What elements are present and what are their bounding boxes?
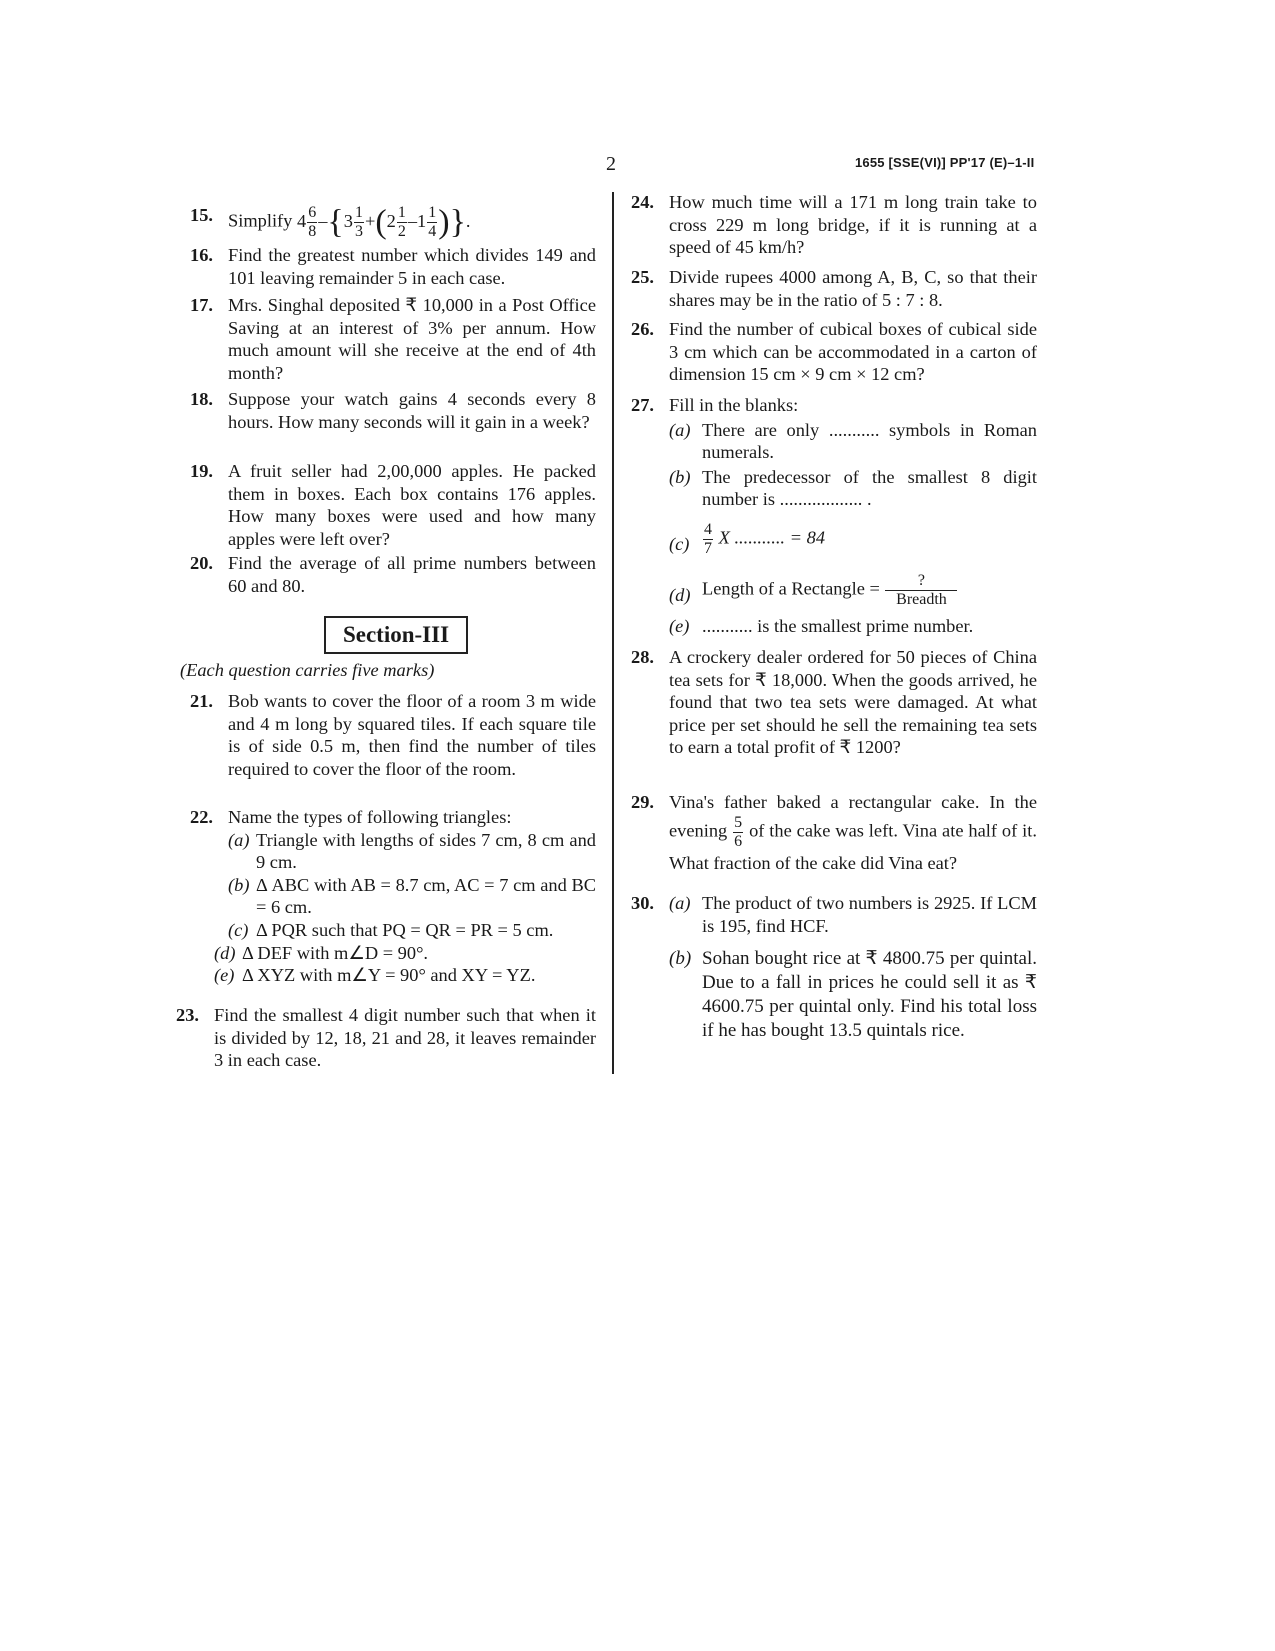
option-label: (b): [669, 948, 692, 970]
blank-c: (c) $\frac{4}{7}$ X ........... = 84: [669, 520, 826, 557]
question-number: 30.: [631, 893, 654, 913]
question-26: [631, 318, 1037, 386]
question-text: Find the greatest number which divides 149 and 101 leaving remainder 5 in each case.: [228, 245, 596, 288]
question-number: 23.: [176, 1005, 199, 1025]
option-e: [214, 964, 596, 987]
blank-b: [669, 466, 1037, 511]
question-number: 25.: [631, 267, 654, 287]
question-number: 19.: [190, 461, 213, 481]
option-label: (b): [228, 874, 250, 895]
option-label: (e): [669, 615, 690, 636]
question-text: Find the number of cubical boxes of cubical side 3 cm which can be accommodated in a carton of dimension 15 cm × 9 cm × 12 cm?: [669, 319, 1037, 385]
question-number: 21.: [190, 691, 213, 711]
question-16: [190, 244, 596, 289]
paper-code: 1655 [SSE(VI)] PP'17 (E)–1-II: [855, 155, 1035, 170]
question-number: 27.: [631, 395, 654, 415]
question-text: Simplify: [228, 210, 293, 231]
question-number: 18.: [190, 389, 213, 409]
question-number: 29.: [631, 792, 654, 812]
question-24: [631, 191, 1037, 259]
question-text: How much time will a 171 m long train take to cross 229 m long bridge, if it is running at a speed of 45 km/h?: [669, 192, 1037, 258]
option-text: Triangle with lengths of sides 7 cm, 8 cm and 9 cm.: [256, 829, 596, 873]
question-text: Find the average of all prime numbers between 60 and 80.: [228, 553, 596, 596]
question-number: 20.: [190, 553, 213, 573]
question-17: [190, 294, 596, 384]
question-text: Suppose your watch gains 4 seconds every 8 hours. How many seconds will it gain in a week?: [228, 389, 596, 432]
page-number: 2: [606, 153, 616, 175]
option-text: Δ DEF with m∠D = 90°.: [242, 942, 429, 963]
option-d: [214, 942, 596, 965]
question-21: [190, 690, 596, 780]
part-b: [669, 947, 1037, 1043]
blank-d: [669, 572, 1037, 609]
question-28: [631, 646, 1037, 759]
question-text: Name the types of following triangles:: [228, 807, 512, 827]
section-note: (Each question carries five marks): [180, 660, 435, 680]
question-25: [631, 266, 1037, 311]
option-label: (a): [669, 419, 691, 440]
option-label: (d): [669, 584, 691, 605]
fraction-numerator: ?: [885, 572, 957, 591]
question-number: 15.: [190, 205, 213, 225]
question-number: 24.: [631, 192, 654, 212]
question-18: [190, 388, 596, 433]
question-22: [190, 806, 596, 987]
option-a: [228, 829, 596, 874]
option-text: Length of a Rectangle =: [702, 578, 880, 599]
question-number: 28.: [631, 647, 654, 667]
blank-a: [669, 419, 1037, 464]
option-label: (d): [214, 942, 236, 963]
part-a: [669, 892, 1037, 937]
question-text: Divide rupees 4000 among A, B, C, so that their shares may be in the ratio of 5 : 7 : 8.: [669, 267, 1037, 310]
option-label: (c): [669, 533, 690, 554]
question-text: Vina's father baked a rectangular cake. In the evening: [669, 792, 1037, 841]
option-text: Δ PQR such that PQ = QR = PR = 5 cm.: [256, 919, 554, 940]
question-19: [190, 460, 596, 550]
column-divider: [612, 192, 614, 1074]
question-number: 22.: [190, 807, 213, 827]
question-text: A crockery dealer ordered for 50 pieces of China tea sets for ₹ 18,000. When the goods arrived, he found that two tea sets were damaged. At what price per set should he sell the remaining tea sets to earn a total profit of ₹ 1200?: [669, 647, 1037, 758]
question-29: 29. Vina's father baked a rectangular cake. In the evening $\frac{5}{6}$ of the cake was left. Vina ate half of it. What fraction of the cake did Vina eat?: [631, 792, 1037, 873]
option-label: (c): [228, 919, 249, 940]
option-text: Δ ABC with AB = 8.7 cm, AC = 7 cm and BC = 6 cm.: [256, 874, 596, 918]
option-text: Sohan bought rice at ₹ 4800.75 per quintal. Due to a fall in prices he could sell it as ₹ 4600.75 per quintal only. Find his total loss if he has bought 13.5 quintals rice.: [702, 948, 1037, 1042]
option-label: (a): [228, 829, 250, 850]
option-text: The predecessor of the smallest 8 digit number is .................. .: [702, 466, 1037, 510]
question-text: Fill in the blanks:: [669, 395, 799, 415]
question-27: [631, 394, 1037, 638]
question-15: [190, 203, 608, 241]
option-c: [228, 919, 596, 942]
question-23: [176, 1004, 596, 1072]
option-b: [228, 874, 596, 919]
question-20: [190, 552, 596, 597]
section-title: Section-III: [324, 616, 468, 654]
option-label: (a): [669, 893, 691, 913]
option-label: (b): [669, 466, 691, 487]
question-text: A fruit seller had 2,00,000 apples. He packed them in boxes. Each box contains 176 apples. How many boxes were used and how many apples were left over?: [228, 461, 596, 549]
question-text: of the cake was left. Vina ate half of it. What fraction of the cake did Vina eat?: [669, 820, 1037, 873]
question-30: [631, 892, 1037, 1043]
question-text: Mrs. Singhal deposited ₹ 10,000 in a Post Office Saving at an interest of 3% per annum. How much amount will she receive at the end of 4th month?: [228, 295, 596, 383]
fraction-denominator: Breadth: [896, 590, 947, 608]
question-text: Bob wants to cover the floor of a room 3 m wide and 4 m long by squared tiles. If each square tile is of side 0.5 m, then find the number of tiles required to cover the floor of the room.: [228, 691, 596, 779]
question-number: 17.: [190, 295, 213, 315]
option-text: ........... is the smallest prime number.: [702, 615, 974, 636]
option-text: Δ XYZ with m∠Y = 90° and XY = YZ.: [242, 965, 536, 986]
option-text: The product of two numbers is 2925. If LCM is 195, find HCF.: [702, 893, 1037, 936]
option-label: (e): [214, 965, 235, 986]
simplify-expression: 4 $\frac{6}{8}$ –{3 $\frac{1}{3}$ +(2 $\frac{1}{2}$ –1 $\frac{1}{4}$ )}.: [297, 203, 471, 241]
question-text: Find the smallest 4 digit number such that when it is divided by 12, 18, 21 and 28, it leaves remainder 3 in each case.: [214, 1005, 596, 1071]
question-number: 26.: [631, 319, 654, 339]
question-number: 16.: [190, 245, 213, 265]
option-text: X ........... = 84: [718, 527, 826, 548]
blank-e: [669, 615, 1037, 638]
option-text: There are only ........... symbols in Roman numerals.: [702, 419, 1037, 463]
